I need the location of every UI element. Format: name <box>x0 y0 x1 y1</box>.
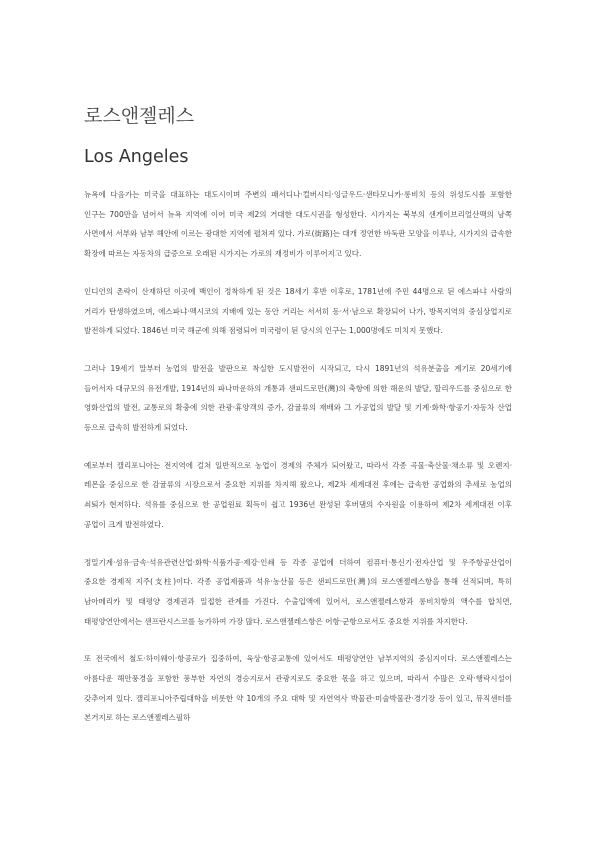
article-body <box>84 185 512 746</box>
paragraph-1: 뉴욕에 다음가는 미국을 대표하는 대도시이며 주변의 패서디나·컬버시티·잉글우드·샌타모니카·롱비치 등의 위성도시를 포함한 인구는 700만을 넘어서 뉴욕 지역에 이어 미국 제2의 거대한 대도시권을 형성한다. 시가지는 북부의 샌게이브리얼산맥의 남쪽 사면에서 서부와 남부 해안에 이르는 광대한 지역에 펼쳐져 있다. 가로(街路)는 대개 정연한 바둑판 모양을 이루나, 시가지의 급속한 확장에 따르는 자동차의 급증으로 오래된 시가지는 가로의 재정비가 이루어지고 있다. <box>84 190 512 259</box>
page-title-korean: 로스앤젤레스 <box>84 105 195 127</box>
paragraph-4: 예로부터 캘리포니아는 전지역에 걸쳐 일반적으로 농업이 경제의 주체가 되어왔고, 따라서 각종 곡물·축산물·채소류 및 오렌지·레몬을 중심으로 한 감귤류의 시장으로서 중요한 지위를 차지해 왔으나, 제2차 세계대전 후에는 급속한 공업화의 추세로 농업의 쇠퇴가 현저하다. 석유를 중심으로 한 공업원료 획득이 쉽고 1936년 완성된 후버댐의 수자원을 이용하여 제2차 세계대전 이후 공업이 크게 발전하였다. <box>84 460 512 529</box>
paragraph-3: 그러나 19세기 말부터 농업의 발전을 발판으로 착실한 도시발전이 시작되고, 다시 1891년의 석유분출을 계기로 20세기에 들어서자 대규모의 유전개발, 1914년의 파나마운하의 개통과 샌피드로만(灣)의 축항에 의한 해운의 발달, 할리우드를 중심으로 한 영화산업의 발전, 교통로의 확충에 의한 관광·휴양객의 증가, 감귤류의 재배와 그 가공업의 발달 및 기계·화학·항공기·자동차 산업 등으로 급속히 발전하게 되었다. <box>84 363 512 433</box>
paragraph-5: 정밀기계·섬유·금속·석유관련산업·화학·식품가공·제강·인쇄 등 각종 공업에 더하여 컴퓨터·통신기·전자산업 및 우주항공산업이 중요한 경제적 지주(支柱)이다. 각종 공업제품과 석유·농산물 등은 샌피드로만(灣)의 로스앤젤레스항을 통해 선적되며, 특히 남아메리카 및 태평양 경제권과 밀접한 관계를 가진다. 수출입액에 있어서, 로스앤젤레스항과 롱비치항의 액수를 합치면, 태평양연안에서는 샌프란시스코를 능가하여 가장 많다. 로스앤젤레스항은 어항·군항으로서도 중요한 지위를 차지한다. <box>84 557 512 626</box>
paragraph-6: 또 전국에서 철도·하이웨이·항공로가 집중하여, 육상·항공교통에 있어서도 태평양연안 남부지역의 중심지이다. 로스앤젤레스는 아름다운 해안풍경을 포함한 풍부한 자연의 경승지로서 관광지로도 중요한 몫을 하고 있으며, 따라서 수많은 오락·행락시설이 갖추어져 있다. 캘리포니아주립대학을 비롯한 약 10개의 주요 대학 및 자연역사 박물관·미술박물관·경기장 등이 있고, 뮤직센터를 본거지로 하는 로스앤젤레스필하 <box>84 654 512 723</box>
page-title-english: Los Angeles <box>84 147 189 167</box>
paragraph-2: 인디언의 촌락이 산재하던 이곳에 백인이 정착하게 된 것은 18세기 후반 이후로, 1781년에 주민 44명으로 된 에스파냐 사람의 거리가 탄생하였으며, 에스파냐·멕시코의 지배에 있는 동안 거리는 서서히 동·서·남으로 확장되어 나가, 방목지역의 중심상업지로 발전하게 되었다. 1846년 미국 해군에 의해 점령되어 미국령이 된 당시의 인구는 1,000명에도 미치지 못했다. <box>84 286 512 336</box>
